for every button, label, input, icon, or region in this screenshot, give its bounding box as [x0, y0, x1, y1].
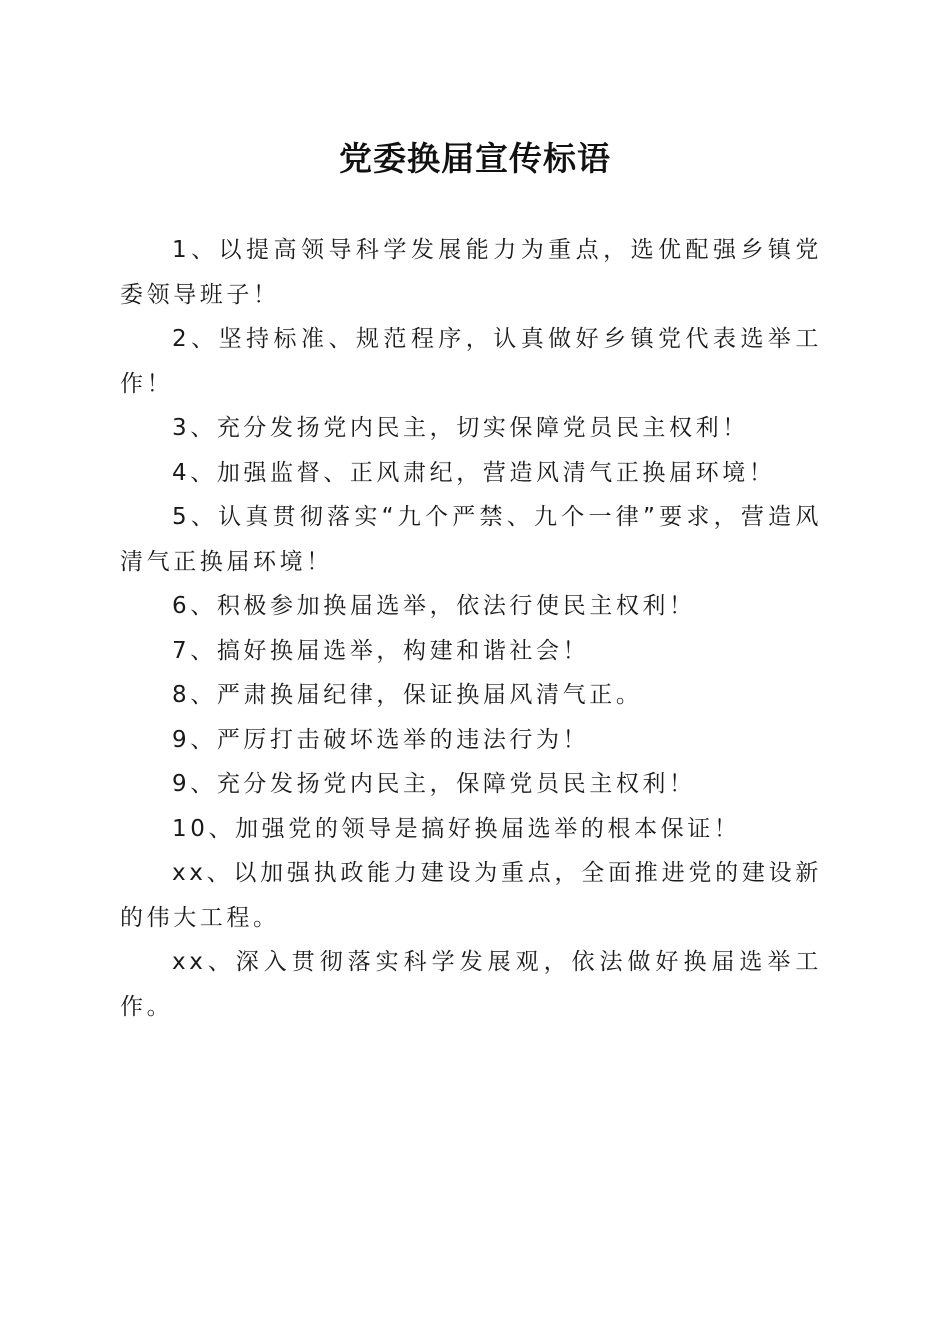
- slogan-paragraph: 10、加强党的领导是搞好换届选举的根本保证！: [172, 815, 741, 842]
- slogan-paragraph: 8、严肃换届纪律，保证换届风清气正。: [172, 682, 643, 708]
- slogan-paragraph: 9、严厉打击破坏选举的违法行为！: [172, 726, 590, 753]
- slogan-paragraph: 4、加强监督、正风肃纪，营造风清气正换届环境！: [172, 459, 776, 486]
- slogan-paragraph: xx、深入贯彻落实科学发展观，依法做好换届选举工作。: [120, 949, 822, 1020]
- slogan-paragraph: 2、坚持标准、规范程序，认真做好乡镇党代表选举工作！: [120, 326, 822, 397]
- slogan-paragraph: 1、以提高领导科学发展能力为重点，选优配强乡镇党委领导班子！: [120, 237, 822, 308]
- slogan-paragraph: 6、积极参加换届选举，依法行使民主权利！: [172, 593, 696, 619]
- document-title: 党委换届宣传标语: [339, 139, 611, 178]
- slogan-paragraph: xx、以加强执政能力建设为重点，全面推进党的建设新的伟大工程。: [120, 860, 822, 931]
- slogan-paragraph: 7、搞好换届选举，构建和谐社会！: [172, 637, 590, 664]
- slogan-paragraph: 3、充分发扬党内民主，切实保障党员民主权利！: [172, 415, 749, 441]
- document-body: [120, 228, 822, 1029]
- slogan-paragraph: 9、充分发扬党内民主，保障党员民主权利！: [172, 771, 696, 797]
- slogan-paragraph: 5、认真贯彻落实“九个严禁、九个一律”要求，营造风清气正换届环境！: [120, 504, 822, 575]
